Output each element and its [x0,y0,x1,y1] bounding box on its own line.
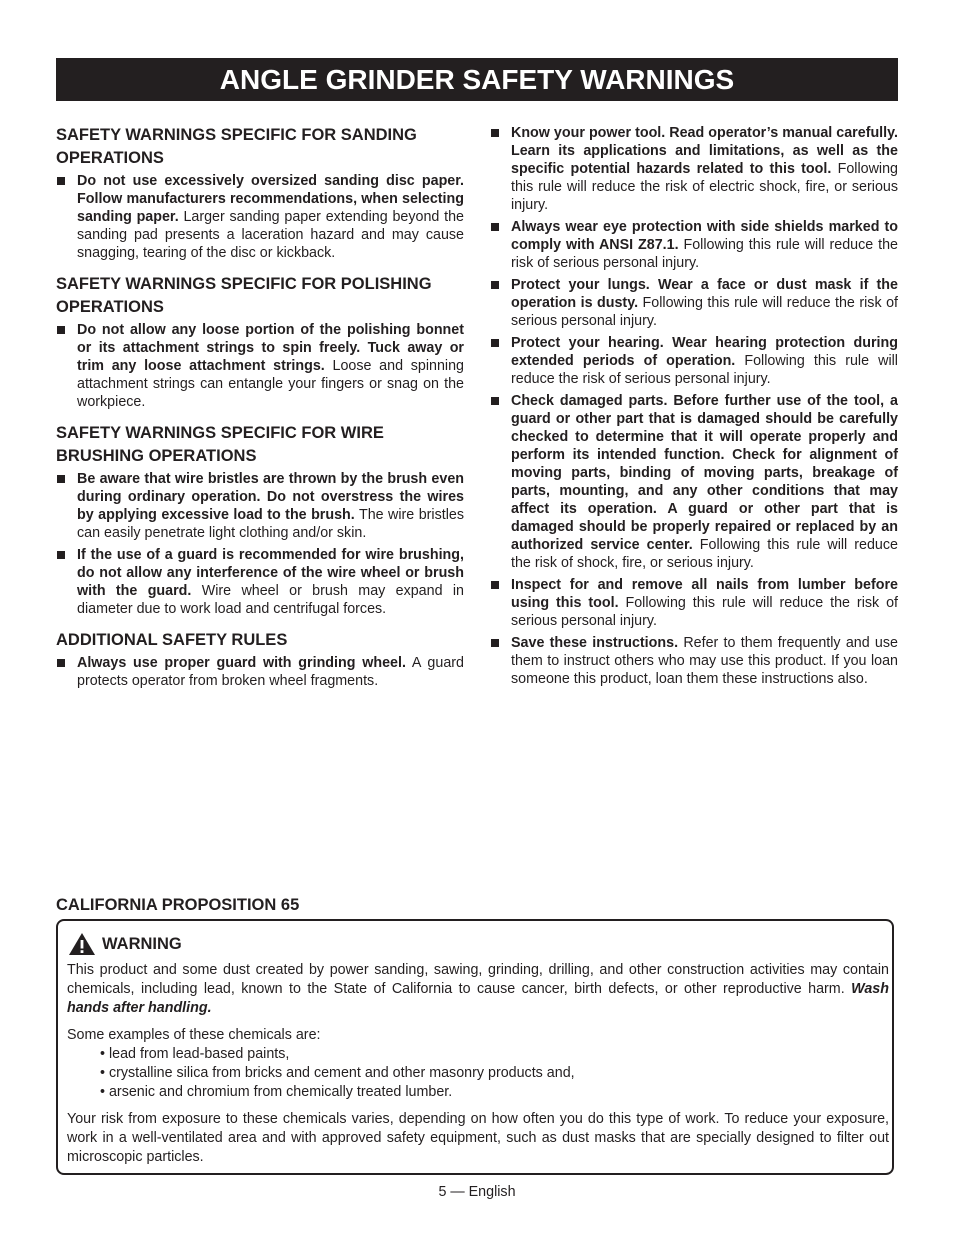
item-bold-text: Do not use excessively oversized sanding disc paper. Follow manufacturers recommendations, when selecting sanding paper. [77,173,464,225]
item-bold-text: Do not allow any loose portion of the polishing bonnet or its attachment strings to spin freely. Tuck away or trim any loose attachment strings. [77,322,464,374]
list-item [56,546,464,618]
item-bold-text: Be aware that wire bristles are thrown by the brush even during ordinary operation. Do not overstress the wires by applying excessive load to the brush. [77,471,464,523]
wire-brushing-list [56,470,464,618]
section-heading-polishing: SAFETY WARNINGS SPECIFIC FOR POLISHING OPERATIONS [56,275,432,316]
bullet-square-icon [57,326,65,334]
item-text: The wire bristles can easily penetrate light clothing and/or skin. [77,507,464,541]
item-bold-text: Check damaged parts. Before further use of the tool, a guard or other part that is damaged should be carefully checked to determine that it will operate properly and perform its intended function. Check for alignment of moving parts, binding of moving parts, breakage of parts, mounting, and any other conditions that may affect its operation. A guard or other part that is damaged should be properly repaired or replaced by an authorized service center. [511,393,898,553]
prop65-warning-box [56,919,894,1175]
item-text: Wire wheel or brush may expand in diameter due to work load and centrifugal forces. [77,583,464,617]
exposure-paragraph: Your risk from exposure to these chemicals varies, depending on how often you do this type of work. To reduce your exposure, work in a well-ventilated area and with approved safety equipment, such as dust masks that are specially designed to filter out microscopic particles. [67,1111,889,1165]
item-bold-text: Protect your lungs. Wear a face or dust mask if the operation is dusty. [511,277,898,311]
bullet-square-icon [57,177,65,185]
list-item: • lead from lead-based paints, [100,1046,290,1062]
item-bold-text: If the use of a guard is recommended for wire brushing, do not allow any interference of the wire wheel or brush with the guard. [77,547,464,599]
bullet-square-icon [491,129,499,137]
california-heading: CALIFORNIA PROPOSITION 65 [56,896,300,914]
item-text: Following this rule will reduce the risk of shock, fire, or serious injury. [511,537,898,571]
warning-body [67,961,889,1167]
list-item [56,321,464,411]
list-item [490,218,898,272]
bullet-square-icon [491,639,499,647]
page-footer: 5 — English [438,1184,516,1200]
item-text: Loose and spinning attachment strings can entangle your fingers or snag on the workpiece. [77,358,465,410]
bullet-square-icon [491,581,499,589]
item-bold-text: Protect your hearing. Wear hearing protection during extended periods of operation. [511,335,898,369]
examples-list [67,1045,889,1102]
item-text: Refer to them frequently and use them to instruct others who may use this product. If you loan someone this product, loan them these instructions also. [511,635,898,687]
warning-text: This product and some dust created by power sanding, sawing, grinding, drilling, and other construction activities may contain chemicals, including lead, known to the State of California to cause cancer, birth defects, or other reproductive harm. [67,962,889,997]
bullet-square-icon [57,551,65,559]
list-item [56,654,464,690]
list-item [56,470,464,542]
item-text: A guard protects operator from broken wheel fragments. [77,655,465,689]
item-text: Following this rule will reduce the risk of electric shock, fire, or serious injury. [511,161,898,213]
sanding-list [56,172,464,262]
right-column [490,124,898,692]
bullet-square-icon [57,475,65,483]
item-text: Following this rule will reduce the risk of serious personal injury. [511,237,898,271]
examples-intro: Some examples of these chemicals are: [67,1027,321,1043]
item-bold-text: Always wear eye protection with side shields marked to comply with ANSI Z87.1. [511,219,898,253]
polishing-list [56,321,464,411]
list-item [490,334,898,388]
list-item: • arsenic and chromium from chemically treated lumber. [100,1084,453,1100]
item-text: Following this rule will reduce the risk of serious personal injury. [511,595,899,629]
list-item: • crystalline silica from bricks and cement and other masonry products and, [100,1065,575,1081]
additional-list [56,654,464,690]
bullet-square-icon [57,659,65,667]
item-text: Following this rule will reduce the risk of serious personal injury. [511,295,898,329]
warning-paragraph [67,961,889,1018]
item-bold-text: Know your power tool. Read operator’s manual carefully. Learn its applications and limitations, as well as the specific potential hazards related to this tool. [511,125,898,177]
warning-label: WARNING [102,935,182,953]
list-item [490,634,898,688]
item-text: Larger sanding paper extending beyond the sanding pad presents a laceration hazard and may cause snagging, tearing of the disc or kickback. [77,209,464,261]
item-text: Following this rule will reduce the risk of serious personal injury. [511,353,898,387]
warning-triangle-icon [68,932,96,956]
bullet-square-icon [491,223,499,231]
wash-hands-emphasis: Wash hands after handling. [67,981,889,1016]
general-rules-list [490,124,898,688]
list-item [490,124,898,214]
bullet-square-icon [491,281,499,289]
item-bold-text: Save these instructions. [511,635,679,651]
item-bold-text: Always use proper guard with grinding wheel. [77,655,406,671]
list-item [490,392,898,572]
section-heading-sanding: SAFETY WARNINGS SPECIFIC FOR SANDING OPERATIONS [56,126,417,167]
section-heading-wire-brushing: SAFETY WARNINGS SPECIFIC FOR WIRE BRUSHING OPERATIONS [56,424,384,465]
bullet-square-icon [491,397,499,405]
page-title: ANGLE GRINDER SAFETY WARNINGS [56,58,898,101]
list-item [490,276,898,330]
list-item [56,172,464,262]
warning-header [68,933,182,955]
item-bold-text: Inspect for and remove all nails from lumber before using this tool. [511,577,898,611]
left-column [56,124,464,694]
list-item [490,576,898,630]
section-heading-additional: ADDITIONAL SAFETY RULES [56,631,288,649]
bullet-square-icon [491,339,499,347]
